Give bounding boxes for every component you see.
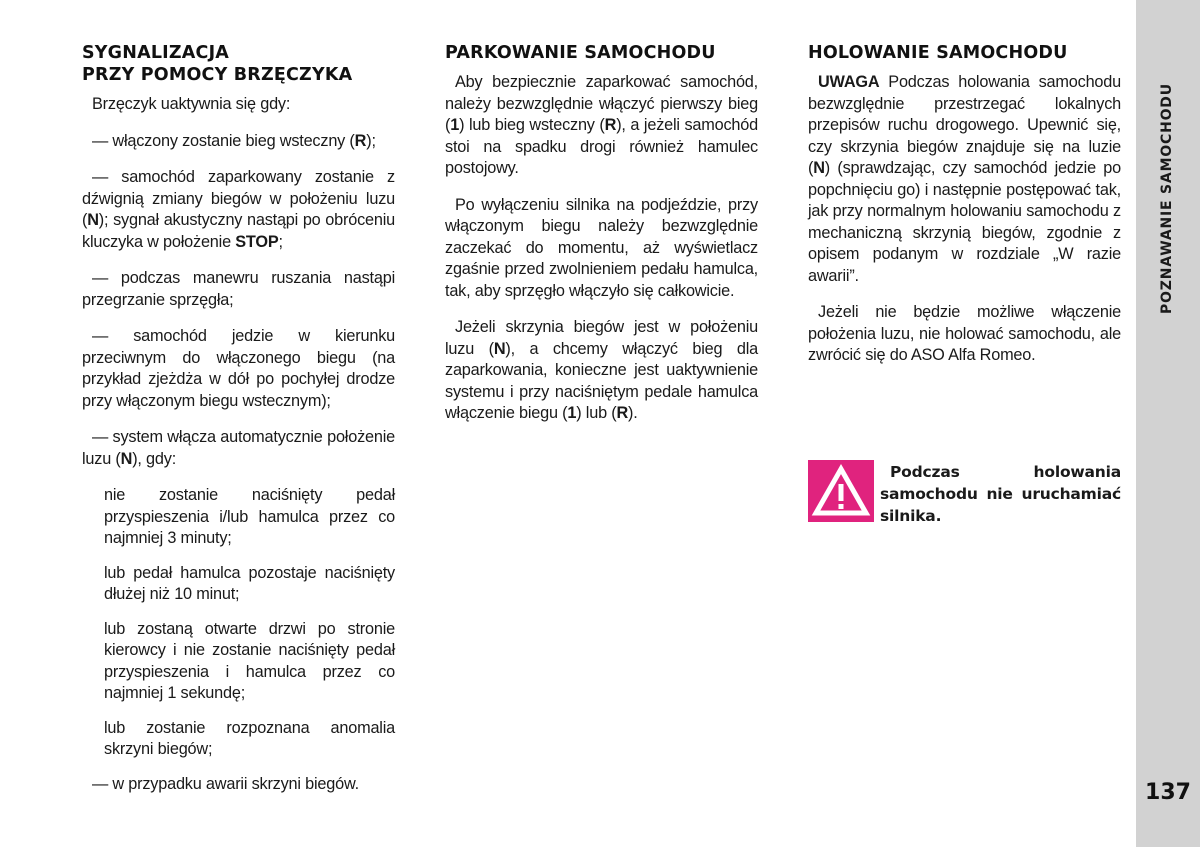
column-towing	[808, 42, 1121, 382]
page-number: 137	[1145, 780, 1191, 805]
chapter-title: POZNAWANIE SAMOCHODU	[1159, 83, 1175, 314]
buzzer-heading-line2: PRZY POMOCY BRZĘCZYKA	[82, 65, 353, 85]
buzzer-subitem-door: lub zostaną otwarte drzwi po stronie kierowcy i nie zostanie naciśnięty pedał przyspieszenia i hamulca przez co najmniej 1 sekundę;	[104, 619, 395, 702]
towing-warning-text: Podczas holowania samochodu nie uruchamiać silnika.	[880, 463, 1121, 525]
towing-warning-box	[808, 460, 1121, 530]
buzzer-intro: Brzęczyk uaktywnia się gdy:	[92, 95, 291, 113]
buzzer-subitem-brake: lub pedał hamulca pozostaje naciśnięty dłużej niż 10 minut;	[104, 563, 395, 603]
buzzer-item-neutral: — system włącza automatycznie położenie luzu (N), gdy:	[82, 428, 395, 468]
buzzer-subitem-anomaly: lub zostanie rozpoznana anomalia skrzyni biegów;	[104, 718, 395, 758]
column-buzzer	[82, 42, 395, 810]
buzzer-heading	[82, 42, 395, 86]
parking-paragraph-1: Aby bezpiecznie zaparkować samochód, należy bezwzględnie włączyć pierwszy bieg (1) lub bieg wsteczny (R), a jeżeli samochód stoi na spadku drogi również hamulec postojowy.	[445, 73, 758, 177]
buzzer-item-reverse: — włączony zostanie bieg wsteczny (R);	[92, 131, 376, 150]
buzzer-subitem-pedal: nie zostanie naciśnięty pedał przyspieszenia i/lub hamulca przez co najmniej 3 minuty;	[104, 486, 395, 547]
buzzer-item-failure: — w przypadku awarii skrzyni biegów.	[92, 774, 359, 793]
buzzer-item-parked: — samochód zaparkowany zostanie z dźwignią zmiany biegów w położeniu luzu (N); sygnał akustyczny nastąpi po obróceniu kluczyka w położenie STOP;	[82, 168, 395, 251]
towing-paragraph-1: UWAGA Podczas holowania samochodu bezwzględnie przestrzegać lokalnych przepisów ruchu drogowego. Upewnić się, czy skrzynia biegów znajduje się na luzie (N) (sprawdzając, czy samochód jedzie po popchnięciu go) i następnie postępować tak, jak przy normalnym holowaniu samochodu z mechaniczną skrzynią biegów, zgodnie z opisem podanym w rozdziale „W razie awarii”.	[808, 73, 1121, 285]
buzzer-item-opposite: — samochód jedzie w kierunku przeciwnym do włączonego biegu (na przykład zjeżdża w dół po pochyłej drodze przy włączonym biegu wstecznym);	[82, 327, 395, 410]
buzzer-item-clutch: — podczas manewru ruszania nastąpi przegrzanie sprzęgła;	[82, 269, 395, 309]
column-parking	[445, 42, 758, 440]
parking-heading: PARKOWANIE SAMOCHODU	[445, 43, 716, 63]
parking-paragraph-3: Jeżeli skrzynia biegów jest w położeniu luzu (N), a chcemy włączyć bieg dla zaparkowania, konieczne jest uaktywnienie systemu i przy naciśniętym pedale hamulca włączenie biegu (1) lub (R).	[445, 318, 758, 422]
towing-heading: HOLOWANIE SAMOCHODU	[808, 43, 1068, 63]
warning-triangle-icon	[808, 460, 874, 522]
towing-paragraph-2: Jeżeli nie będzie możliwe włączenie położenia luzu, nie holować samochodu, ale zwrócić się do ASO Alfa Romeo.	[808, 303, 1121, 364]
parking-paragraph-2: Po wyłączeniu silnika na podjeździe, przy włączonym biegu należy bezwzględnie zaczekać do momentu, aż wyświetlacz zgaśnie przed zwolnieniem pedału hamulca, tak, aby sprzęgło włączyło się całkowicie.	[445, 195, 758, 300]
buzzer-heading-line1: SYGNALIZACJA	[82, 43, 230, 63]
uwaga-label: UWAGA	[818, 73, 880, 91]
